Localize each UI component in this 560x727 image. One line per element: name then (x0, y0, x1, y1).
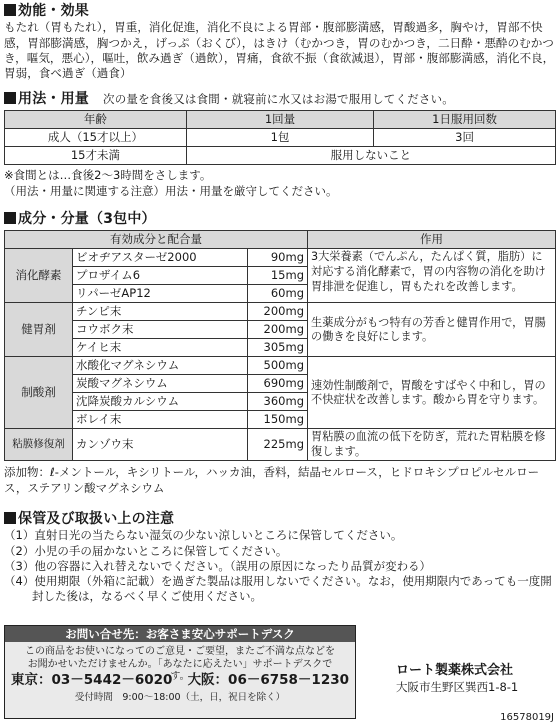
reception-hours: 受付時間 9:00～18:00（土，日，祝日を除く） (74, 692, 286, 703)
table-row (5, 249, 556, 267)
square-bullet-icon (4, 512, 16, 524)
ingredient-name: 炭酸マグネシウム (73, 375, 248, 393)
tokyo-phone[interactable]: 東京：03－5442－6020 (11, 672, 173, 688)
storage-item: （3）他の容器に入れ替えないでください。（誤用の原因になったり品質が変わる） (4, 558, 432, 573)
support-desk-message: この商品をお使いになってのご意見・ご要望，またご不満な点などをお聞かせいただけませんか。「あなたに応えたい」サポートデスクです。 (25, 646, 335, 682)
ingredient-name: ボレイ末 (73, 411, 248, 429)
ingredient-amount: 15mg (248, 267, 308, 285)
usage-note: ※食間とは…食後2～3時間をさします。 (4, 168, 212, 183)
table-row (5, 129, 556, 147)
usage-table (4, 110, 556, 165)
col-times: 1日服用回数 (374, 111, 556, 129)
action-text: 生薬成分がもつ特有の芳香と健胃作用で，胃腸の働きを良好にします。 (308, 303, 556, 357)
note-cell: 服用しないこと (186, 147, 555, 165)
ingredient-name: プロザイム6 (73, 267, 248, 285)
efficacy-text: もたれ（胃もたれ），胃重，消化促進，消化不良による胃部・腹部膨満感，胃酸過多，胸やけ，胃部不快感，胃部膨満感，胸つかえ，げっぷ（おくび），はきけ（むかつき，胃のむかつき，二日酔・悪酔のむかつき，嘔気，悪心），嘔吐，飲み過ぎ（過飲），胃痛，食欲不振（食欲減退），胃部・腹部膨満感，消化不良，胃弱，食べ過ぎ（過食） (4, 20, 555, 81)
ingredient-name: 水酸化マグネシウム (73, 357, 248, 375)
usage-section (4, 90, 556, 199)
usage-header-row (5, 111, 556, 129)
support-desk-title: お問い合せ先：お客さま安心サポートデスク (5, 626, 355, 642)
storage-item: （1）直射日光の当たらない湿気の少ない涼しいところに保管してください。 (4, 528, 403, 543)
phone-numbers (11, 672, 349, 690)
col-age: 年齢 (5, 111, 187, 129)
ingredient-name: ケイヒ末 (73, 339, 248, 357)
ingredient-amount: 690mg (248, 375, 308, 393)
ingredient-amount: 90mg (248, 249, 308, 267)
ingredients-section (4, 210, 556, 496)
storage-section (4, 510, 556, 604)
ingredients-heading: 成分・分量（3包中） (4, 210, 556, 228)
ingredient-amount: 200mg (248, 321, 308, 339)
storage-heading: 保管及び取扱い上の注意 (4, 510, 556, 528)
usage-lead: 次の量を食後又は食間・就寝前に水又はお湯で服用してください。 (103, 92, 454, 106)
ingredient-name: チンピ末 (73, 303, 248, 321)
ingredient-amount: 200mg (248, 303, 308, 321)
action-text: 速効性制酸剤で，胃酸をすばやく中和し，胃の不快症状を改善します。酸から胃を守ります。 (308, 357, 556, 429)
col-dose: 1回量 (186, 111, 373, 129)
additives-text: 添加物：ℓ-メントール，キシリトール，ハッカ油，香料，結晶セルロース，ヒドロキシプロピルセルロース，ステアリン酸マグネシウム (4, 465, 540, 495)
ingredients-header-row (5, 231, 556, 249)
ingredient-name: リパーゼAP12 (73, 285, 248, 303)
col-action: 作用 (308, 231, 556, 249)
ingredient-name: ビオヂアスターゼ2000 (73, 249, 248, 267)
table-row (5, 303, 556, 321)
ingredient-name: カンゾウ末 (73, 429, 248, 461)
company-address: 大阪市生野区巽西1-8-1 (396, 680, 519, 694)
action-text: 3大栄養素（でんぷん，たんぱく質，脂肪）に対応する消化酵素で，胃の内容物の消化を助け胃排泄を促進し，胃もたれを改善します。 (308, 249, 556, 303)
ingredient-name: コウボク末 (73, 321, 248, 339)
group-name: 健胃剤 (5, 303, 73, 357)
col-ingredient: 有効成分と配合量 (5, 231, 308, 249)
ingredient-amount: 60mg (248, 285, 308, 303)
action-text: 胃粘膜の血流の低下を防ぎ，荒れた胃粘膜を修復します。 (308, 429, 556, 461)
age-cell: 成人（15才以上） (5, 129, 187, 147)
square-bullet-icon (4, 4, 16, 16)
group-name: 粘膜修復剤 (5, 429, 73, 461)
storage-item: （4）使用期限（外箱に記載）を過ぎた製品は服用しないでください。なお，使用期限内であっても一度開封した後は，なるべく早くご使用ください。 (4, 573, 552, 604)
support-desk-body (5, 642, 355, 718)
ingredient-name: 沈降炭酸カルシウム (73, 393, 248, 411)
ingredient-amount: 305mg (248, 339, 308, 357)
product-code: 16578019J (500, 712, 554, 723)
storage-item: （2）小児の手の届かないところに保管してください。 (4, 543, 288, 558)
group-name: 制酸剤 (5, 357, 73, 429)
usage-note: （用法・用量に関連する注意）用法・用量を厳守してください。 (4, 183, 338, 198)
company-name: ロート製薬株式会社 (396, 663, 514, 678)
table-row (5, 429, 556, 461)
square-bullet-icon (4, 212, 16, 224)
dose-cell: 1包 (186, 129, 373, 147)
usage-heading: 用法・用量 次の量を食後又は食間・就寝前に水又はお湯で服用してください。 (4, 90, 556, 108)
support-desk-box (4, 625, 356, 719)
table-row (5, 357, 556, 375)
group-name: 消化酵素 (5, 249, 73, 303)
age-cell: 15才未満 (5, 147, 187, 165)
ingredient-amount: 150mg (248, 411, 308, 429)
ingredient-amount: 360mg (248, 393, 308, 411)
efficacy-heading: 効能・効果 (4, 2, 556, 20)
times-cell: 3回 (374, 129, 556, 147)
square-bullet-icon (4, 92, 16, 104)
ingredient-amount: 500mg (248, 357, 308, 375)
table-row (5, 147, 556, 165)
ingredients-table (4, 230, 556, 461)
efficacy-section (4, 2, 556, 82)
osaka-phone[interactable]: 大阪：06－6758－1230 (187, 672, 349, 688)
ingredient-amount: 225mg (248, 429, 308, 461)
